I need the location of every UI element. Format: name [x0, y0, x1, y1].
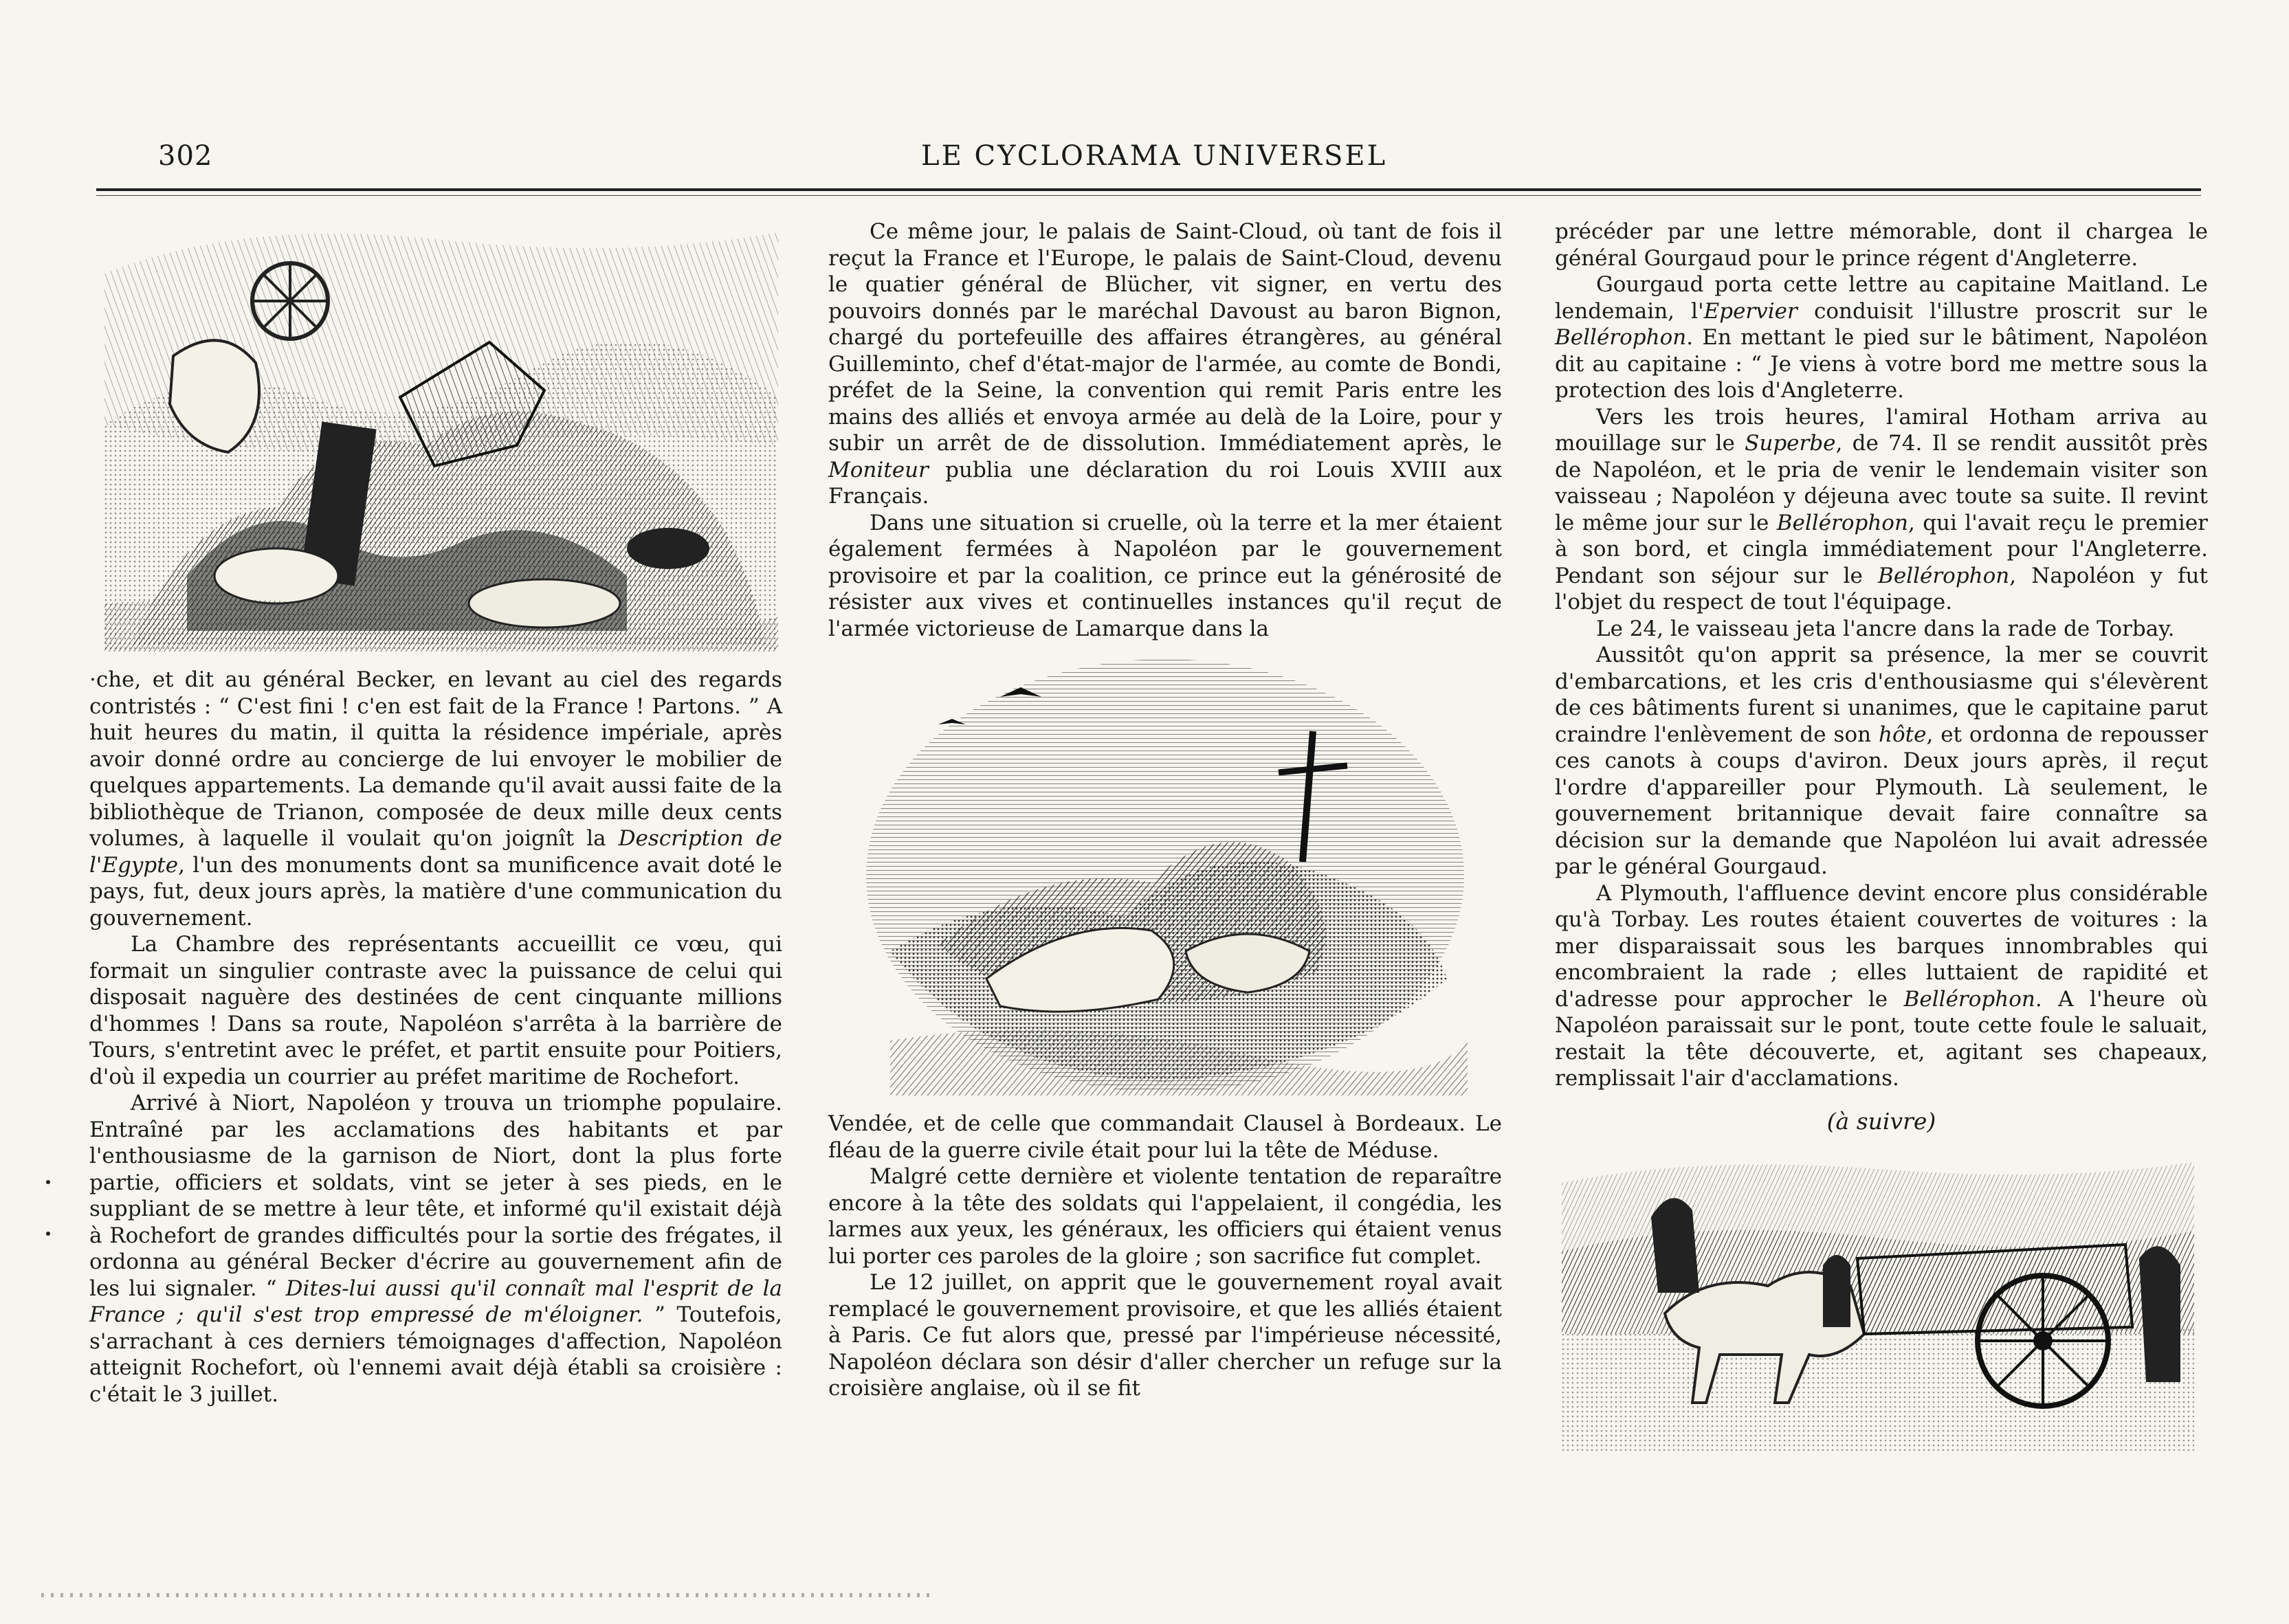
paragraph: Arrivé à Niort, Napoléon y trouva un triomphe populaire. Entraîné par les acclamations des habitants et par l'enthousiasme de la garnison de Niort, dont la plus forte partie, officiers et soldats, vint se jeter à ses pieds, en le suppliant de se mettre à leur tête, et informé qu'il existait déjà à Rochefort de grandes difficultés pour la sortie des frégates, il ordonna au général Becker d'écrire au gouvernement afin de les lui signaler. “ Dites-lui aussi qu'il connaît mal l'esprit de la France ; qu'il s'est trop empressé de m'éloigner. ” Toutefois, s'arrachant à ces derniers témoignages d'affection, Napoléon atteignit Rochefort, où l'ennemi avait déjà établi sa croisière : c'était le 3 juillet.: [89, 1091, 783, 1407]
to-be-continued-label: (à suivre): [1826, 1107, 1936, 1135]
running-head: [0, 0, 2289, 206]
paragraph: Vendée, et de celle que commandait Clausel à Bordeaux. Le fléau de la guerre civile était pour lui la tête de Méduse.: [828, 1111, 1502, 1163]
margin-marks: [0, 0, 82, 1624]
header-rule-thin: [96, 195, 2201, 196]
paragraph: La Chambre des représentants accueillit ce vœu, qui formait un singulier contraste avec la puissance de celui qui disposait naguère des destinées de cent cinquante millions d'hommes ! Dans sa route, Napoléon s'arrêta à la barrière de Tours, s'entretint avec le préfet, et partit ensuite pour Poitiers, d'où il expedia un courrier au préfet maritime de Rochefort.: [89, 932, 782, 1089]
paragraph: Aussitôt qu'on apprit sa présence, la mer se couvrit d'embarcations, et les cris d'enthousiasme qui s'élevèrent de ces bâtiments furent si unanimes, que le capitaine parut craindre l'enlèvement de son hôte, et ordonna de repousser ces canots à coups d'aviron. Deux jours après, il reçut l'ordre d'appareiller pour Plymouth. Là seulement, le gouvernement britannique devait faire connaître sa décision sur la demande que Napoléon lui avait adressée par le général Gourgaud.: [1555, 643, 2208, 879]
paragraph: Vers les trois heures, l'amiral Hotham arriva au mouillage sur le Superbe, de 74. Il se rendit aussitôt près de Napoléon, et le pria de venir le lendemain visiter son vaisseau ; Napoléon y déjeuna avec toute sa suite. Il revint le même jour sur le Bellérophon, qui l'avait reçu le premier à son bord, et cingla immédiatement pour l'Angleterre. Pendant son séjour sur le Bellérophon, Napoléon y fut l'objet du respect de tout l'équipage.: [1555, 404, 2209, 614]
paragraph: Malgré cette dernière et violente tentation de reparaître encore à la tête des soldats qui l'appelaient, il congédia, les larmes aux yeux, les généraux, les officiers qui étaient venus lui porter ces paroles de la gloire ; son sacrifice fut complet.: [828, 1164, 1502, 1269]
column-1: [89, 219, 782, 1408]
paragraph: Dans une situation si cruelle, où la terre et la mer étaient également fermées à Napoléon par le gouvernement provisoire et par la coalition, ce prince eut la générosité de résister aux vives et continuelles instances qu'il reçut de l'armée victorieuse de Lamarque dans la: [828, 510, 1502, 641]
paragraph: précéder par une lettre mémorable, dont il chargea le général Gourgaud pour le prince régent d'Angleterre.: [1555, 219, 2208, 271]
header-rule: [96, 188, 2201, 191]
column-2: [828, 219, 1502, 1402]
page-edge-marks: [41, 1593, 935, 1597]
paragraph: Le 12 juillet, on apprit que le gouvernement royal avait remplacé le gouvernement provisoire, et que les alliés étaient à Paris. Ce fut alors que, pressé par l'impérieuse nécessité, Napoléon déclara son désir d'aller chercher un refuge sur la croisière anglaise, où il se fit: [828, 1270, 1502, 1401]
battlefield-engraving-icon: [104, 219, 778, 652]
paragraph: Gourgaud porta cette lettre au capitaine Maitland. Le lendemain, l'Epervier conduisit l'illustre proscrit sur le Bellérophon. En mettant le pied sur le bâtiment, Napoléon dit au capitaine : “ Je viens à votre bord me mettre sous la protection des lois d'Angleterre.: [1555, 272, 2208, 403]
page-number: 302: [158, 140, 213, 172]
column-3: [1555, 219, 2208, 1451]
horse-cart-crowd-engraving-icon: [1562, 1155, 2194, 1451]
paragraph: Ce même jour, le palais de Saint-Cloud, où tant de fois il reçut la France et l'Europe, le palais de Saint-Cloud, devenu le quatier général de Blücher, vit signer, en vertu des pouvoirs donnés par le maréchal Davoust au baron Bignon, chargé du portefeuille des affaires étrangères, au général Guilleminto, chef d'état-major de l'armée, au comte de Bondi, préfet de la Seine, la convention qui remit Paris entre les mains des alliés et envoya armée au delà de la Loire, pour y subir un arrêt de de dissolution. Immédiatement après, le Moniteur publia une déclaration du roi Louis XVIII aux Français.: [828, 219, 1502, 509]
paragraph: Le 24, le vaisseau jeta l'ancre dans la rade de Torbay.: [1596, 616, 2175, 641]
journal-title: LE CYCLORAMA UNIVERSEL: [921, 140, 1388, 172]
paragraph: ·che, et dit au général Becker, en levant au ciel des regards contristés : “ C'est fini ! c'en est fait de la France ! Partons. ” A huit heures du matin, il quitta la résidence impériale, après avoir donné ordre au concierge de lui envoyer le mobilier de quelques appartements. La demande qu'il avait aussi faite de la bibliothèque de Trianon, composée de deux mille deux cents volumes, à laquelle il voulait qu'on joignît la Description de l'Egypte, l'un des monuments dont sa munificence avait doté le pays, fut, deux jours après, la matière d'une communication du gouvernement.: [89, 667, 782, 931]
paragraph: A Plymouth, l'affluence devint encore plus considérable qu'à Torbay. Les routes étaient couvertes de voitures : la mer disparaissait sous les barques innombrables qui encombraient la rade ; elles luttaient de rapidité et d'adresse pour approcher le Bellérophon. A l'heure où Napoléon paraissait sur le pont, toute cette foule le saluait, restait la tête découverte, et, agitant ses chapeaux, remplissait l'air d'acclamations.: [1555, 880, 2209, 1091]
grave-landscape-engraving-icon: [863, 656, 1468, 1095]
